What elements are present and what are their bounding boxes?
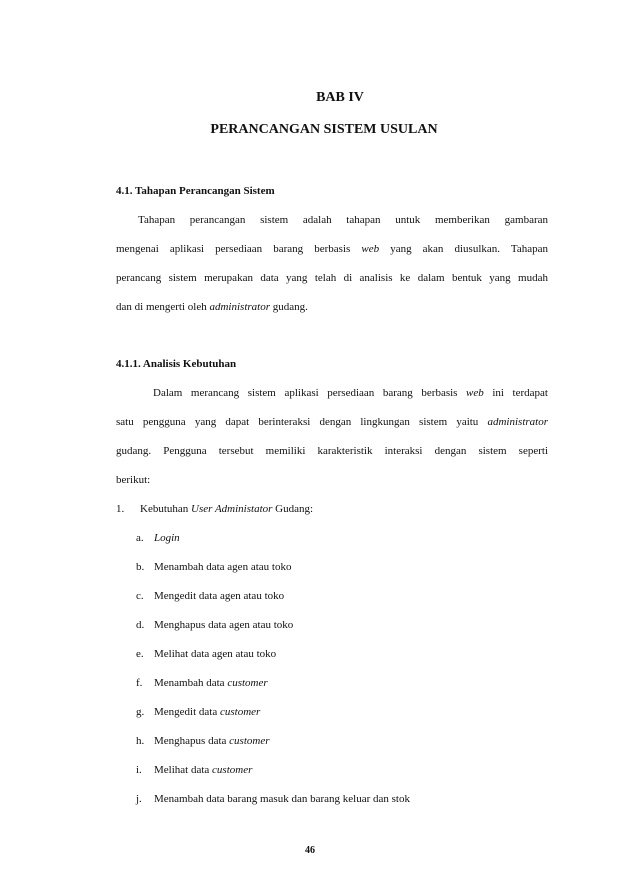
paragraph-line: berikut: xyxy=(116,474,151,486)
sub-list-item: d. Menghapus data agen atau toko xyxy=(136,619,294,631)
sub-list-item: g. Mengedit data customer xyxy=(136,706,261,718)
paragraph-line: satu pengguna yang dapat berinteraksi dengan lingkungan sistem yaitu administrator xyxy=(116,416,548,428)
sub-list-item: f. Menambah data customer xyxy=(136,677,268,689)
chapter-subtitle: PERANCANGAN SISTEM USULAN xyxy=(210,122,438,137)
sub-list-item: i. Melihat data customer xyxy=(136,764,253,776)
page-number: 46 xyxy=(305,845,315,856)
sub-list-item: j. Menambah data barang masuk dan barang keluar dan stok xyxy=(136,793,410,805)
paragraph-line: gudang. Pengguna tersebut memiliki karakteristik interaksi dengan sistem seperti xyxy=(116,445,548,457)
paragraph-line: perancang sistem merupakan data yang telah di analisis ke dalam bentuk yang mudah xyxy=(116,272,548,284)
chapter-title: BAB IV xyxy=(316,90,364,105)
section-heading-4-1: 4.1. Tahapan Perancangan Sistem xyxy=(116,185,275,197)
sub-list-item: c. Mengedit data agen atau toko xyxy=(136,590,285,602)
sub-list-item: b. Menambah data agen atau toko xyxy=(136,561,292,573)
paragraph-line: mengenai aplikasi persediaan barang berbasis web yang akan diusulkan. Tahapan xyxy=(116,243,548,255)
list-item: 1. Kebutuhan User Administator Gudang: xyxy=(116,503,314,515)
paragraph-line: dan di mengerti oleh administrator gudang. xyxy=(116,301,308,313)
sub-list-item: e. Melihat data agen atau toko xyxy=(136,648,277,660)
sub-list-item: h. Menghapus data customer xyxy=(136,735,270,747)
paragraph-line: Dalam merancang sistem aplikasi persediaan barang berbasis web ini terdapat xyxy=(153,387,548,399)
paragraph-line: Tahapan perancangan sistem adalah tahapan untuk memberikan gambaran xyxy=(138,214,548,226)
section-heading-4-1-1: 4.1.1. Analisis Kebutuhan xyxy=(116,358,237,370)
sub-list-item: a. Login xyxy=(136,532,180,544)
